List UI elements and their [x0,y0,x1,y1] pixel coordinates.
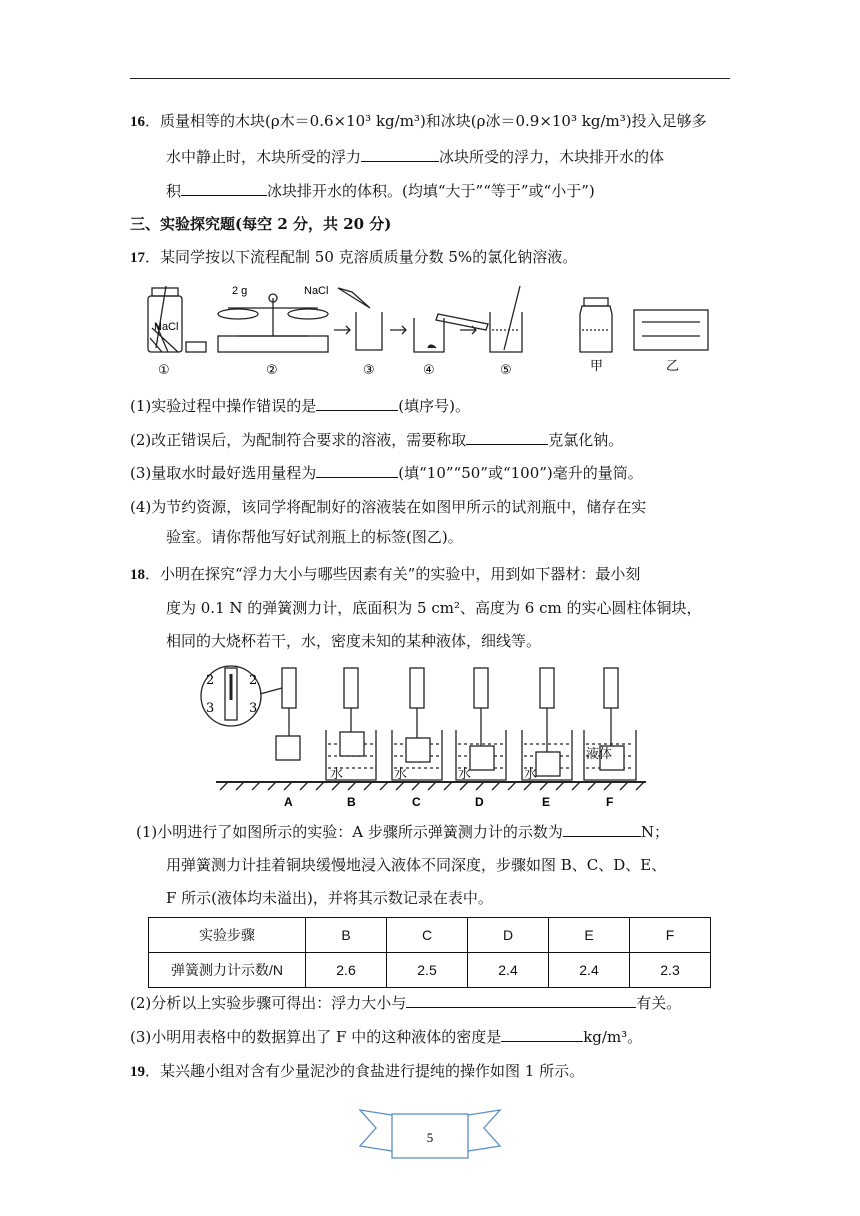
table-cell: 弹簧测力计示数/N [149,953,306,988]
table-cell: B [306,918,387,953]
liquid-label-e: 水 [524,767,538,782]
q17-figure [138,278,718,378]
scale-tick-3-left: 3 [206,701,215,716]
table-cell: 2.3 [630,953,711,988]
q17-part3: (3)量取水时最好选用量程为 (填“10”“50”或“100”)毫升的量筒。 [130,464,643,482]
table-cell: 实验步骤 [149,918,306,953]
section-title: 三、实验探究题(每空 2 分，共 20 分) [130,215,392,233]
step-label-1: ① [158,363,170,378]
table-cell: 2.6 [306,953,387,988]
q18-line3: 相同的大烧杯若干，水，密度未知的某种液体，细线等。 [166,632,542,650]
table-cell: D [468,918,549,953]
q17-part1: (1)实验过程中操作错误的是 (填序号)。 [130,397,470,415]
q19-stem: 19．某兴趣小组对含有少量泥沙的食盐进行提纯的操作如图 1 所示。 [130,1062,585,1080]
q18-line2: 度为 0.1 N 的弹簧测力计，底面积为 5 cm²、高度为 6 cm 的实心圆柱体铜块， [166,599,702,617]
q16-line3: 积 冰块排开水的体积。(均填“大于”“等于”或“小于”) [166,182,595,200]
table-cell: 2.4 [468,953,549,988]
table-cell: 2.4 [549,953,630,988]
table-cell: F [630,918,711,953]
step-label-5: ⑤ [500,363,512,378]
readings-table [148,917,711,988]
scale-tick-2-right: 2 [249,673,258,688]
table-cell: C [387,918,468,953]
step-label-2: ② [266,363,278,378]
q16-line2: 水中静止时，木块所受的浮力 冰块所受的浮力，木块排开水的体 [166,148,665,166]
letter-d: D [475,795,484,809]
header-rule [130,78,730,79]
yi-label: 乙 [666,359,680,374]
table-row [149,953,711,988]
page-number: 5 [426,1130,434,1145]
table-header-row [149,918,711,953]
scale-tick-2-left: 2 [206,673,215,688]
q18-line1: 18．小明在探究“浮力大小与哪些因素有关”的实验中，用到如下器材：最小刻 [130,565,641,583]
liquid-label-b: 水 [330,767,344,782]
letter-e: E [542,795,551,809]
q18-part1d: F 所示(液体均未溢出)，并将其示数记录在表中。 [166,889,493,907]
q17-part4a: (4)为节约资源，该同学将配制好的溶液装在如图甲所示的试剂瓶中，储存在实 [130,498,647,516]
q18-figure [196,660,662,810]
nacl-pan-label: NaCl [304,285,329,297]
liquid-label-d: 水 [458,767,472,782]
letter-a: A [284,795,293,809]
q17-stem: 17．某同学按以下流程配制 50 克溶质质量分数 5%的氯化钠溶液。 [130,248,578,266]
letter-b: B [347,795,356,809]
weight-label: 2 g [232,285,248,297]
liquid-label-c: 水 [394,767,408,782]
q18-part2: (2)分析以上实验步骤可得出：浮力大小与 有关。 [130,994,682,1012]
jia-label: 甲 [590,359,604,374]
q18-part1c: 用弹簧测力计挂着铜块缓慢地浸入液体不同深度，步骤如图 B、C、D、E、 [166,856,667,874]
table-cell: E [549,918,630,953]
q16-line1: 16．质量相等的木块(ρ木＝0.6×10³ kg/m³)和冰块(ρ冰＝0.9×10³ kg/m³)投入足够多 [130,112,707,130]
liquid-label-f: 液体 [586,747,613,762]
letter-c: C [412,795,421,809]
letter-f: F [606,795,614,809]
q18-part1a: (1)小明进行了如图所示的实验：A 步骤所示弹簧测力计的示数为 N； [136,823,669,841]
q18-part3: (3)小明用表格中的数据算出了 F 中的这种液体的密度是 kg/m³。 [130,1028,643,1046]
scale-tick-3-right: 3 [249,701,258,716]
q17-part2: (2)改正错误后，为配制符合要求的溶液，需要称取 克氯化钠。 [130,431,624,449]
page-number-ribbon [358,1106,502,1164]
q17-part4b: 验室。请你帮他写好试剂瓶上的标签(图乙)。 [166,528,463,546]
nacl-jar-label: NaCl [154,321,179,333]
step-label-4: ④ [423,363,435,378]
step-label-3: ③ [363,363,375,378]
table-cell: 2.5 [387,953,468,988]
